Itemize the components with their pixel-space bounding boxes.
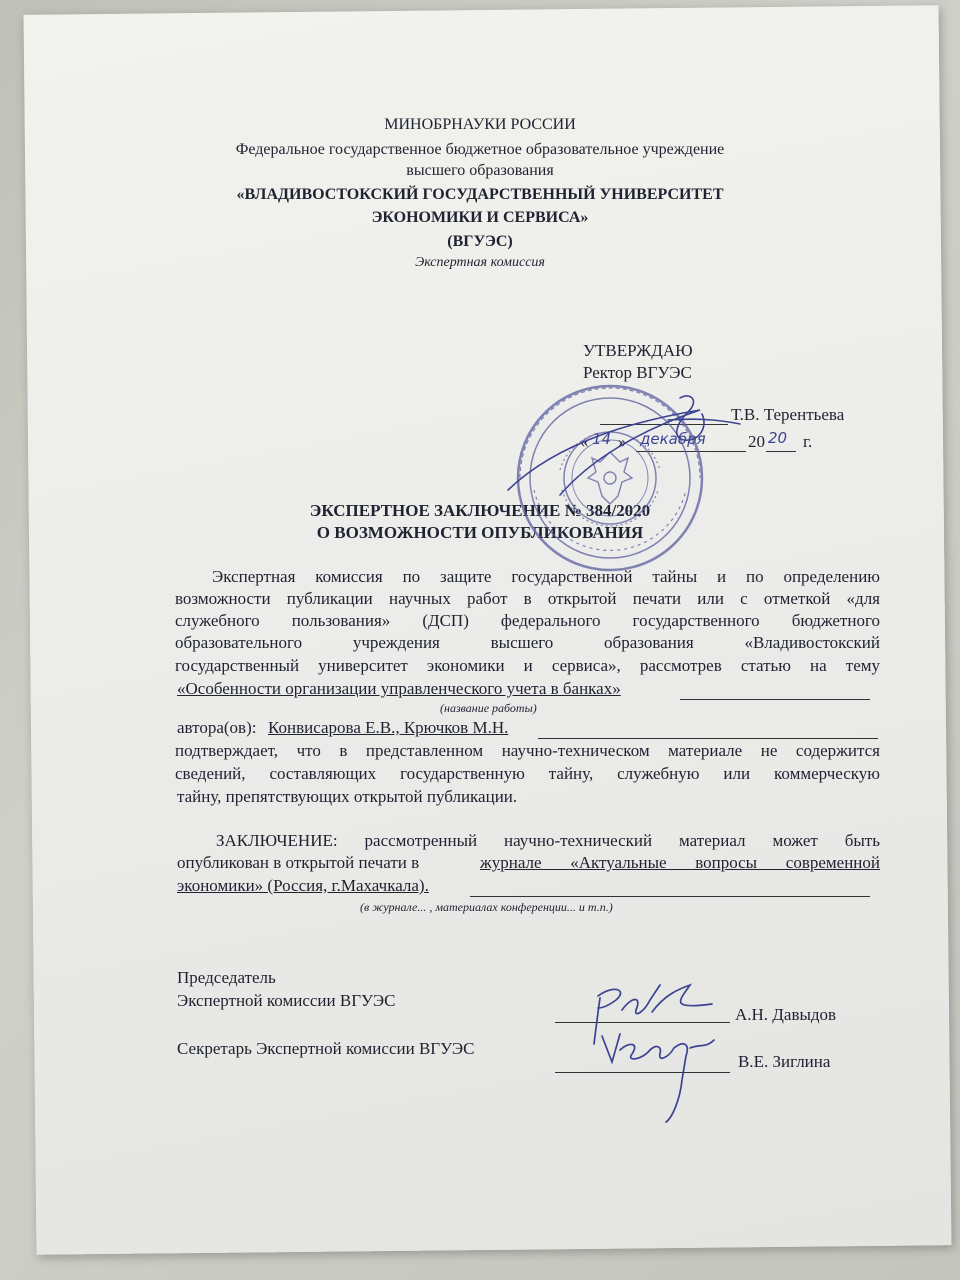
authors-label: автора(ов): — [177, 718, 257, 737]
date-open-quote: « — [580, 432, 589, 451]
commission-label: Экспертная комиссия — [415, 255, 545, 270]
institution-line-2: высшего образования — [406, 162, 554, 179]
work-title: «Особенности организации управленческого учета в банках» — [177, 679, 621, 698]
conclusion-line-2-start: опубликован в открытой печати в — [177, 853, 420, 872]
conclusion-line-3: экономики» (Россия, г.Махачкала). — [177, 876, 429, 895]
date-year-suffix: 20 — [768, 429, 788, 447]
work-title-caption: (название работы) — [440, 701, 537, 715]
date-close-quote: » — [618, 432, 627, 451]
paragraph-2-line-1: подтверждает, что в представленном научно-техническом материале не содержится — [175, 741, 880, 760]
approval-name: Т.В. Терентьева — [731, 405, 845, 424]
approval-position: Ректор ВГУЭС — [583, 363, 692, 382]
document-title-line-1: ЭКСПЕРТНОЕ ЗАКЛЮЧЕНИЕ № 384/2020 — [309, 501, 651, 520]
rector-signature-icon — [508, 396, 740, 495]
conclusion-line-1: ЗАКЛЮЧЕНИЕ: рассмотренный научно-технический материал может быть — [216, 831, 880, 850]
date-month: декабря — [640, 430, 706, 448]
paragraph-1-line-3: служебного пользования» (ДСП) федерального государственного бюджетного — [175, 611, 880, 630]
university-abbr: (ВГУЭС) — [447, 233, 513, 250]
chair-name: А.Н. Давыдов — [735, 1005, 837, 1024]
authors-names: Конвисарова Е.В., Крючков М.Н. — [268, 718, 509, 737]
document-title-line-2: О ВОЗМОЖНОСТИ ОПУБЛИКОВАНИЯ — [316, 523, 644, 542]
paragraph-2-line-2: сведений, составляющих государственную тайну, служебную или коммерческую — [175, 764, 880, 783]
university-line-1: «ВЛАДИВОСТОКСКИЙ ГОСУДАРСТВЕННЫЙ УНИВЕРСИТЕТ — [236, 186, 724, 203]
secretary-signature-icon — [602, 1034, 714, 1122]
chair-title-line-1: Председатель — [177, 968, 276, 987]
date-year-end: г. — [803, 432, 813, 451]
secretary-name: В.Е. Зиглина — [738, 1052, 831, 1071]
conclusion-journal-name: журнале «Актуальные вопросы современной — [480, 853, 880, 872]
secretary-title: Секретарь Экспертной комиссии ВГУЭС — [177, 1039, 475, 1058]
official-round-stamp — [518, 386, 702, 570]
institution-line-1: Федеральное государственное бюджетное образовательное учреждение — [235, 141, 725, 158]
paragraph-1-line-5: государственный университет экономики и сервиса», рассмотрев статью на тему — [175, 656, 880, 675]
date-year-prefix: 20 — [748, 432, 765, 451]
university-line-2: ЭКОНОМИКИ И СЕРВИСА» — [371, 209, 589, 226]
chair-signature-icon — [594, 985, 712, 1044]
paragraph-1-line-4: образовательного учреждения высшего образования «Владивостокский — [175, 633, 880, 652]
date-day: 14 — [592, 430, 612, 448]
paragraph-1-line-2: возможности публикации научных работ в открытой печати или с отметкой «для — [175, 589, 880, 608]
chair-title-line-2: Экспертной комиссии ВГУЭС — [177, 991, 396, 1010]
approval-title: УТВЕРЖДАЮ — [583, 341, 693, 360]
conclusion-caption: (в журнале... , материалах конференции... и т.п.) — [360, 900, 613, 914]
paragraph-1-line-1: Экспертная комиссия по защите государственной тайны и по определению — [212, 567, 880, 586]
paragraph-2-line-3: тайну, препятствующих открытой публикации. — [177, 787, 518, 806]
ministry-name: МИНОБРНАУКИ РОССИИ — [384, 116, 576, 133]
eagle-emblem-icon — [588, 452, 632, 504]
